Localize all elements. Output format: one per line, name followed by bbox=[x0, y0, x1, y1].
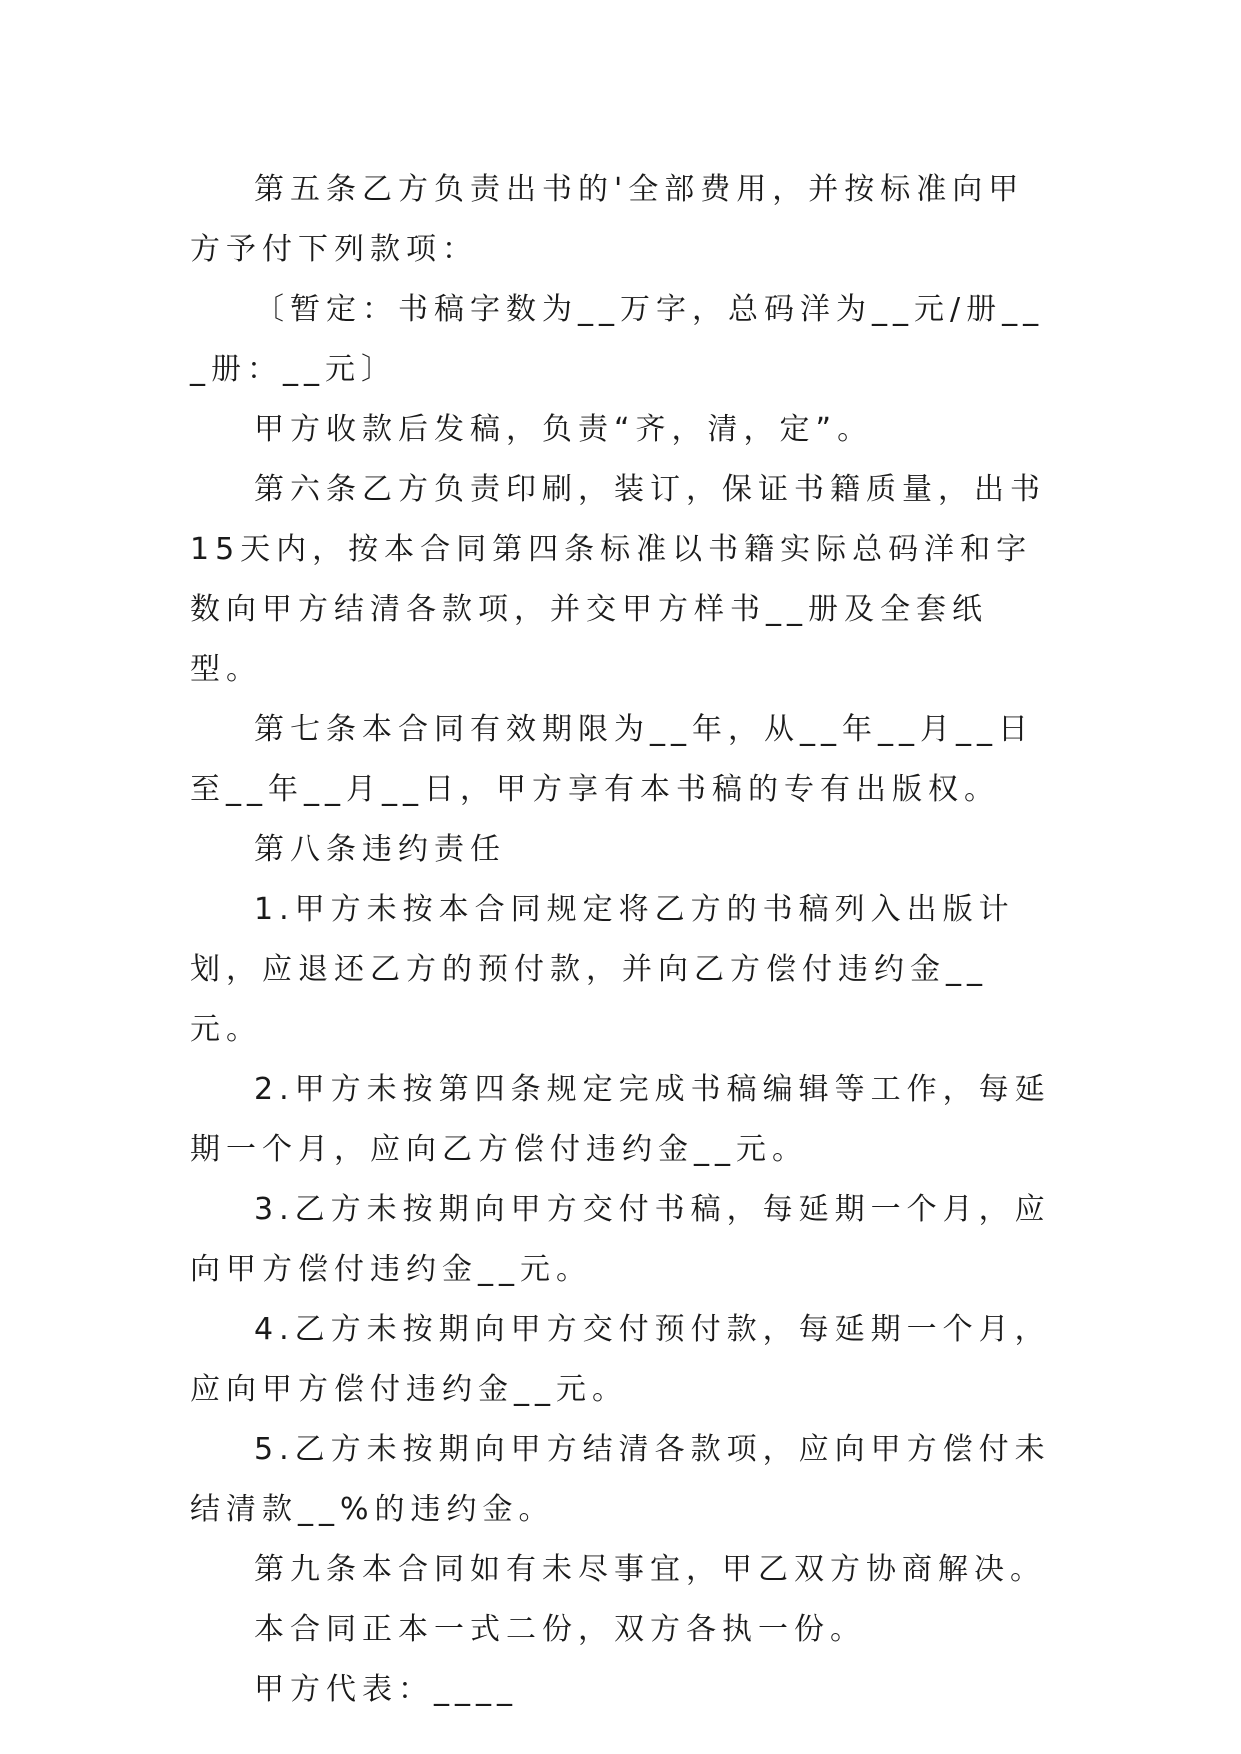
article-9-paragraph: 第九条本合同如有未尽事宜，甲乙双方协商解决。 bbox=[254, 1552, 1046, 1587]
breach-clause-5: 5.乙方未按期向甲方结清各款项，应向甲方偿付未结清款__%的违约金。 bbox=[190, 1432, 1051, 1527]
breach-clause-4: 4.乙方未按期向甲方交付预付款，每延期一个月，应向甲方偿付违约金__元。 bbox=[190, 1312, 1051, 1407]
document-body bbox=[190, 160, 1052, 1720]
party-a-representative-line: 甲方代表：____ bbox=[254, 1672, 518, 1707]
article-6-paragraph: 第六条乙方负责印刷，装订，保证书籍质量，出书15天内，按本合同第四条标准以书籍实际总码洋和字数向甲方结清各款项，并交甲方样书__册及全套纸型。 bbox=[190, 472, 1046, 687]
article-5-paragraph: 第五条乙方负责出书的'全部费用，并按标准向甲方予付下列款项： bbox=[190, 172, 1025, 267]
copies-paragraph: 本合同正本一式二份，双方各执一份。 bbox=[254, 1612, 866, 1647]
article-8-heading: 第八条违约责任 bbox=[254, 832, 506, 867]
article-7-paragraph: 第七条本合同有效期限为__年，从__年__月__日至__年__月__日，甲方享有本书稿的专有出版权。 bbox=[190, 712, 1034, 807]
payment-receipt-paragraph: 甲方收款后发稿，负责“齐，清，定”。 bbox=[254, 412, 874, 447]
breach-clause-1: 1.甲方未按本合同规定将乙方的书稿列入出版计划，应退还乙方的预付款，并向乙方偿付违约金__元。 bbox=[190, 892, 1015, 1047]
breach-clause-2: 2.甲方未按第四条规定完成书稿编辑等工作，每延期一个月，应向乙方偿付违约金__元。 bbox=[190, 1072, 1051, 1167]
breach-clause-3: 3.乙方未按期向甲方交付书稿，每延期一个月，应向甲方偿付违约金__元。 bbox=[190, 1192, 1051, 1287]
provisional-terms-paragraph: 〔暂定：书稿字数为__万字，总码洋为__元/册___册：__元〕 bbox=[190, 292, 1045, 387]
